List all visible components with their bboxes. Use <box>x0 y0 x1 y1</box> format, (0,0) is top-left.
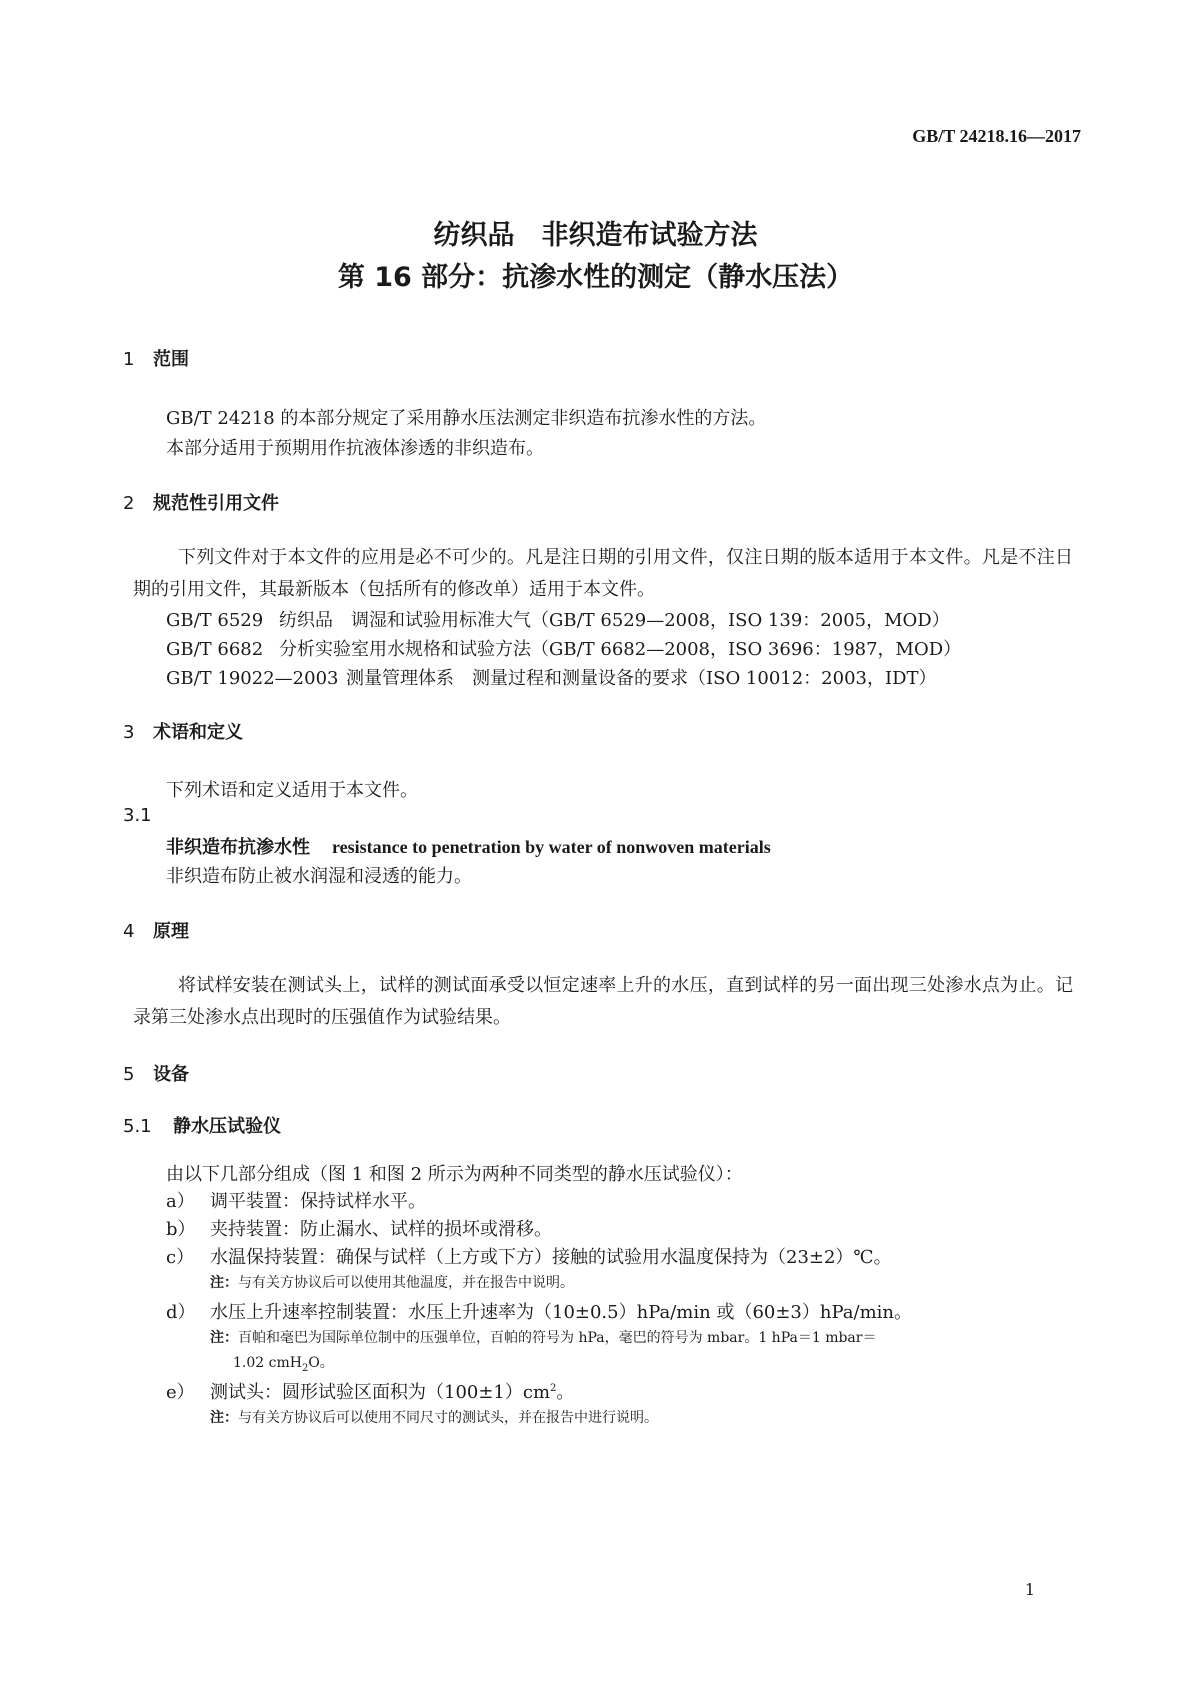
section-2-heading <box>123 489 279 515</box>
scope-paragraph-2: 本部分适用于预期用作抗液体渗透的非织造布。 <box>166 438 544 459</box>
section-title: 范围 <box>153 349 189 370</box>
apparatus-intro: 由以下几部分组成（图 1 和图 2 所示为两种不同类型的静水压试验仪）： <box>166 1164 743 1185</box>
standard-code: GB/T 24218.16—2017 <box>912 126 1081 146</box>
subsection-number: 5.1 <box>123 1116 152 1137</box>
principle-paragraph: 将试样安装在测试头上，试样的测试面承受以恒定速率上升的水压，直到试样的另一面出现三处渗水点为止。记录第三处渗水点出现时的压强值作为试验结果。 <box>133 975 1073 1028</box>
note-d-line-2 <box>233 1352 334 1374</box>
list-label: c） <box>166 1247 195 1268</box>
list-item-d <box>166 1298 912 1324</box>
note-text: O。 <box>308 1355 334 1371</box>
section-number: 1 <box>123 349 135 370</box>
section-number: 4 <box>123 921 135 942</box>
list-text: 调平装置：保持试样水平。 <box>210 1191 426 1212</box>
list-item-a <box>166 1187 426 1213</box>
term-entry <box>166 833 771 859</box>
section-title: 设备 <box>153 1064 189 1085</box>
title-line-2: 第 16 部分：抗渗水性的测定（静水压法） <box>337 262 854 293</box>
section-1-heading <box>123 345 189 371</box>
list-text: 水压上升速率控制装置：水压上升速率为（10±0.5）hPa/min 或（60±3）hPa/min。 <box>210 1302 912 1323</box>
reference-2 <box>166 635 961 661</box>
list-label: d） <box>166 1302 196 1323</box>
list-text: 夹持装置：防止漏水、试样的损坏或滑移。 <box>210 1219 552 1240</box>
reference-3 <box>166 664 937 690</box>
subscript: 2 <box>301 1362 309 1374</box>
term-number: 3.1 <box>123 805 152 826</box>
list-text: 。 <box>556 1382 575 1403</box>
subsection-title: 静水压试验仪 <box>173 1116 281 1137</box>
term-definition: 非织造布防止被水润湿和浸透的能力。 <box>166 866 472 887</box>
list-item-e <box>166 1378 574 1404</box>
section-title: 术语和定义 <box>153 722 243 743</box>
note-text: 与有关方协议后可以使用不同尺寸的测试头，并在报告中进行说明。 <box>238 1410 658 1426</box>
section-title: 原理 <box>153 921 189 942</box>
reference-title: 测量管理体系 测量过程和测量设备的要求（ISO 10012：2003，IDT） <box>346 668 937 689</box>
note-e <box>210 1407 658 1427</box>
section-3-heading <box>123 718 243 744</box>
note-label: 注： <box>210 1330 238 1346</box>
reference-code: GB/T 6682 <box>166 639 264 660</box>
note-label: 注： <box>210 1275 238 1291</box>
superscript: 2 <box>550 1383 557 1394</box>
section-5-heading <box>123 1060 189 1086</box>
section-number: 5 <box>123 1064 135 1085</box>
term-chinese: 非织造布抗渗水性 <box>166 837 310 858</box>
note-text: 百帕和毫巴为国际单位制中的压强单位，百帕的符号为 hPa，毫巴的符号为 mbar。1 hPa＝1 mbar＝ <box>238 1330 877 1346</box>
note-d-line-1 <box>210 1327 876 1347</box>
section-title: 规范性引用文件 <box>153 493 279 514</box>
list-label: a） <box>166 1191 195 1212</box>
reference-code: GB/T 19022—2003 <box>166 668 339 689</box>
note-label: 注： <box>210 1410 238 1426</box>
section-number: 3 <box>123 722 135 743</box>
scope-paragraph-1: GB/T 24218 的本部分规定了采用静水压法测定非织造布抗渗水性的方法。 <box>166 408 767 429</box>
term-english: resistance to penetration by water of nonwoven materials <box>332 837 771 857</box>
list-item-b <box>166 1215 552 1241</box>
terms-intro: 下列术语和定义适用于本文件。 <box>166 780 418 801</box>
reference-code: GB/T 6529 <box>166 610 264 631</box>
subsection-5-1-heading <box>123 1112 281 1138</box>
normative-intro: 下列文件对于本文件的应用是必不可少的。凡是注日期的引用文件，仅注日期的版本适用于本文件。凡是不注日期的引用文件，其最新版本（包括所有的修改单）适用于本文件。 <box>133 547 1073 600</box>
note-text: 1.02 cmH <box>233 1355 302 1371</box>
section-4-heading <box>123 917 189 943</box>
reference-title: 纺织品 调湿和试验用标准大气（GB/T 6529—2008，ISO 139：2005，MOD） <box>279 610 950 631</box>
list-label: e） <box>166 1382 195 1403</box>
note-c <box>210 1272 574 1292</box>
list-text: 测试头：圆形试验区面积为（100±1）cm <box>210 1382 551 1403</box>
reference-title: 分析实验室用水规格和试验方法（GB/T 6682—2008，ISO 3696：1987，MOD） <box>279 639 962 660</box>
reference-1 <box>166 606 950 632</box>
title-line-1: 纺织品 非织造布试验方法 <box>433 220 758 251</box>
note-text: 与有关方协议后可以使用其他温度，并在报告中说明。 <box>238 1275 574 1291</box>
list-item-c <box>166 1243 892 1269</box>
list-label: b） <box>166 1219 196 1240</box>
list-text: 水温保持装置：确保与试样（上方或下方）接触的试验用水温度保持为（23±2）℃。 <box>210 1247 892 1268</box>
page-number: 1 <box>1024 1580 1035 1599</box>
section-number: 2 <box>123 493 135 514</box>
